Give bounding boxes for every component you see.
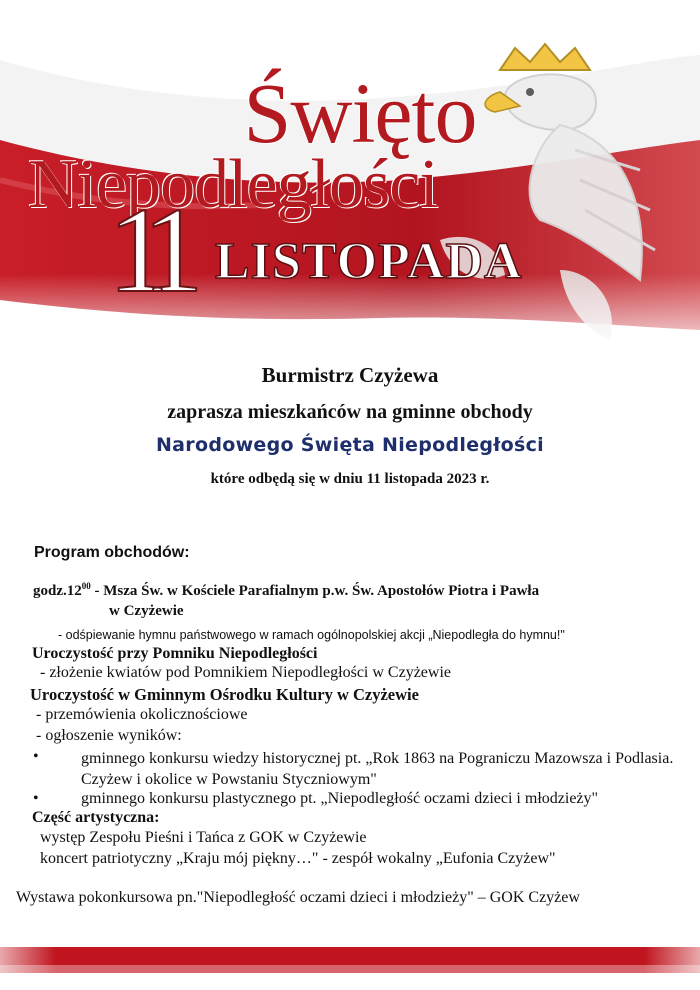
history-contest-item: gminnego konkursu wiedzy historycznej pt. „Rok 1863 na Pograniczu Mazowsza i Podlasia. Czyżew i okolice w Powstaniu Styczniowym" [81, 750, 674, 788]
banner-month: LISTOPADA [215, 233, 523, 290]
mass-description: - Msza Św. w Kościele Parafialnym p.w. Św. Apostołów Piotra i Pawła [90, 583, 540, 599]
flowers-item: - złożenie kwiatów pod Pomnikiem Niepodległości w Czyżewie [40, 664, 452, 681]
header-banner [0, 0, 700, 365]
banner-title-swieto: Święto [243, 65, 477, 161]
bullet-icon: • [33, 790, 39, 807]
monument-ceremony-heading: Uroczystość przy Pomniku Niepodległości [32, 645, 318, 662]
banner-title-niepodleglosci: Niepodległości [28, 146, 438, 223]
organizer-heading: Burmistrz Czyżewa [261, 363, 439, 387]
event-name: Narodowego Święta Niepodległości [155, 434, 544, 456]
mass-time-minutes: 00 [81, 581, 91, 591]
results-item: - ogłoszenie wyników: [36, 727, 182, 744]
mass-place: w Czyżewie [109, 603, 184, 619]
footer-red-stripe [0, 947, 700, 973]
invitation-text: zaprasza mieszkańców na gminne obchody [167, 401, 533, 423]
performance-item: występ Zespołu Pieśni i Tańca z GOK w Czyżewie [40, 829, 367, 846]
banner-day-number: 11 [108, 183, 182, 318]
bullet-icon: • [33, 748, 39, 765]
art-section-heading: Część artystyczna: [32, 809, 160, 826]
mass-line [33, 583, 539, 600]
anthem-item: - odśpiewanie hymnu państwowego w ramach ogólnopolskiej akcji „Niepodległa do hymnu!" [58, 628, 565, 642]
culture-center-ceremony-heading: Uroczystość w Gminnym Ośrodku Kultury w Czyżewie [30, 685, 419, 704]
exhibition-note: Wystawa pokonkursowa pn."Niepodległość oczami dzieci i młodzieży" – GOK Czyżew [16, 889, 580, 906]
speeches-item: - przemówienia okolicznościowe [36, 706, 248, 723]
program-heading: Program obchodów: [34, 544, 190, 561]
concert-item: koncert patriotyczny „Kraju mój piękny…" - zespół wokalny „Eufonia Czyżew" [40, 850, 556, 867]
mass-time: godz.12 [33, 583, 82, 599]
art-contest-item: gminnego konkursu plastycznego pt. „Niepodległość oczami dzieci i młodzieży" [81, 790, 599, 807]
event-date: które odbędą się w dniu 11 listopada 2023 r. [210, 471, 490, 487]
